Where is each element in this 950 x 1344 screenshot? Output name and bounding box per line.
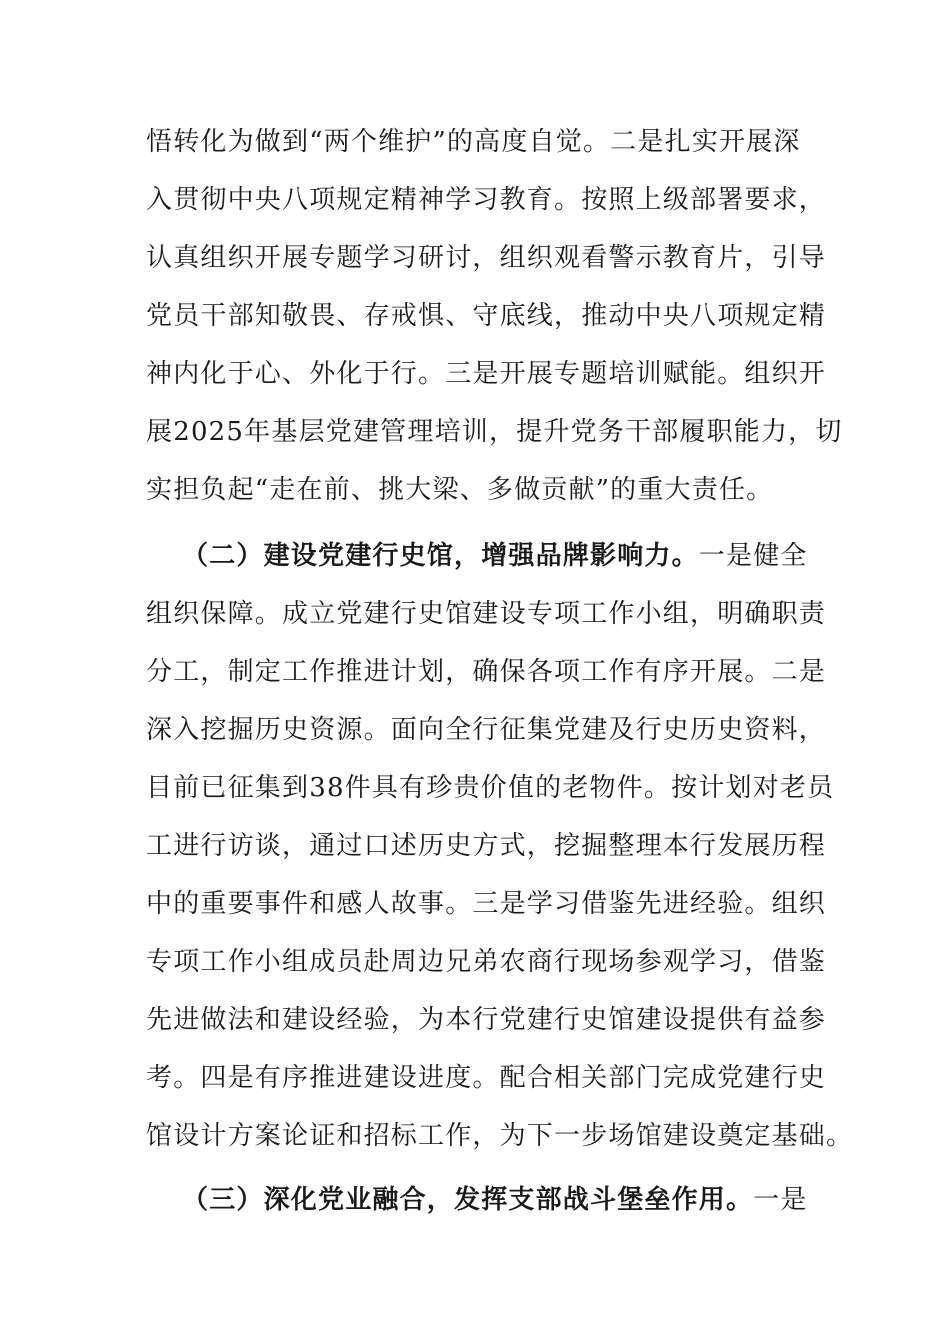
paragraph-1-line-3: 认真组织开展专题学习研讨，组织观看警示教育片，引导: [146, 243, 827, 273]
paragraph-1-line-2: 入贯彻中央八项规定精神学习教育。按照上级部署要求，: [146, 185, 827, 215]
paragraph-2-first-line: [182, 536, 808, 576]
paragraph-2-line-11: 馆设计方案论证和招标工作，为下一步场馆建设奠定基础。: [146, 1121, 854, 1151]
paragraph-2-line-2: 组织保障。成立党建行史馆建设专项工作小组，明确职责: [146, 599, 827, 629]
paragraph-1-line-4: 党员干部知敬畏、存戒惧、守底线，推动中央八项规定精: [146, 301, 827, 331]
paragraph-2-line-4: 深入挖掘历史资源。面向全行征集党建及行史历史资料，: [146, 715, 827, 745]
section-2-heading: （二）建设党建行史馆，增强品牌影响力。: [182, 541, 699, 571]
section-3-heading: （三）深化党业融合，发挥支部战斗堡垒作用。: [182, 1185, 754, 1215]
paragraph-2-line-8: 专项工作小组成员赴周边兄弟农商行现场参观学习，借鉴: [146, 947, 827, 977]
paragraph-1-line-6: 展2025年基层党建管理培训，提升党务干部履职能力，切: [146, 417, 843, 447]
paragraph-2-line-6: 工进行访谈，通过口述历史方式，挖掘整理本行发展历程: [146, 831, 827, 861]
paragraph-1-line-1: 悟转化为做到“两个维护”的高度自觉。二是扎实开展深: [146, 127, 801, 157]
paragraph-3-first-line-rest: 一是: [753, 1185, 808, 1215]
paragraph-3-first-line: [182, 1180, 808, 1220]
paragraph-1-line-5: 神内化于心、外化于行。三是开展专题培训赋能。组织开: [146, 359, 827, 389]
paragraph-2-first-line-rest: 一是健全: [698, 541, 808, 571]
paragraph-2-line-9: 先进做法和建设经验，为本行党建行史馆建设提供有益参: [146, 1005, 827, 1035]
paragraph-1-line-7: 实担负起“走在前、挑大梁、多做贡献”的重大责任。: [146, 475, 774, 505]
paragraph-2-line-7: 中的重要事件和感人故事。三是学习借鉴先进经验。组织: [146, 889, 827, 919]
paragraph-2-line-5: 目前已征集到38件具有珍贵价值的老物件。按计划对老员: [146, 773, 835, 803]
paragraph-2-line-10: 考。四是有序推进建设进度。配合相关部门完成党建行史: [146, 1063, 827, 1093]
paragraph-2-line-3: 分工，制定工作推进计划，确保各项工作有序开展。二是: [146, 657, 827, 687]
